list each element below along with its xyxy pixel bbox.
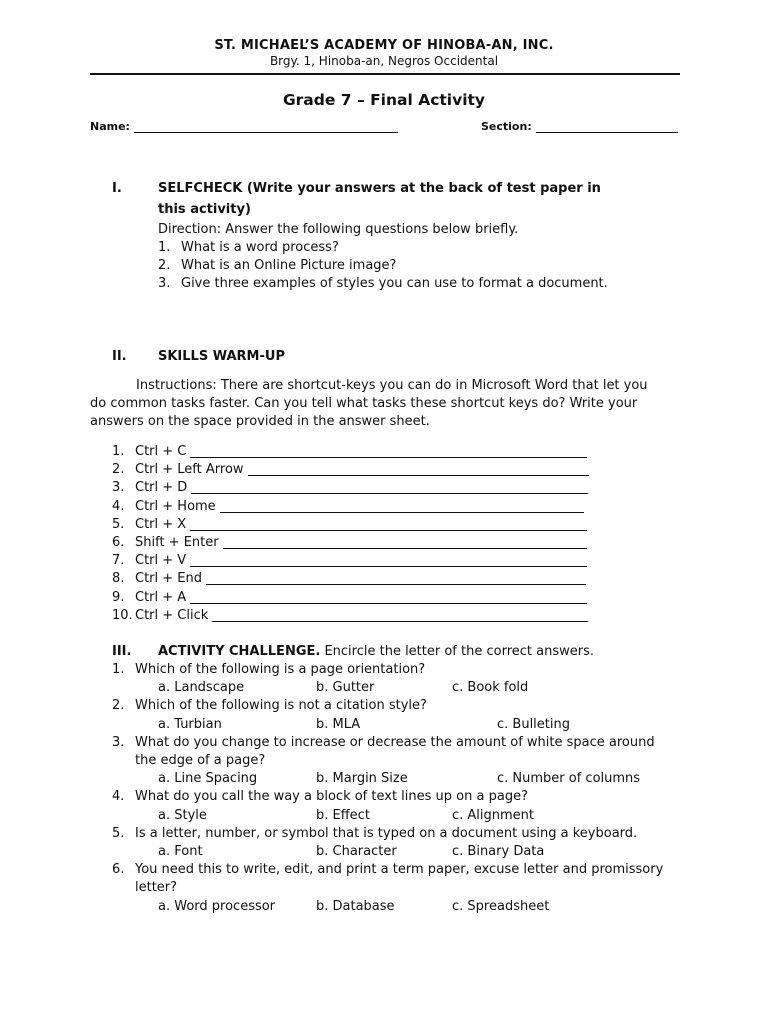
section-2-instructions-line3: answers on the space provided in the answer sheet.: [90, 414, 430, 429]
school-name: ST. MICHAEL’S ACADEMY OF HINOBA-AN, INC.: [214, 38, 554, 53]
section-1-heading-line1: SELFCHECK (Write your answers at the back of test paper in: [158, 181, 601, 196]
mc-option-c[interactable]: c. Alignment: [452, 807, 535, 823]
section-1-question: What is an Online Picture image?: [181, 258, 397, 273]
mc-option-a[interactable]: a. Turbian: [158, 716, 222, 732]
answer-blank-line[interactable]: [190, 457, 587, 458]
mc-option-a[interactable]: a. Landscape: [158, 680, 245, 696]
section-3-heading-wrap: [158, 643, 594, 661]
section-3-instruction: Encircle the letter of the correct answers.: [320, 644, 594, 659]
mc-question-number: 5.: [112, 825, 125, 841]
mc-option-b[interactable]: b. Margin Size: [316, 771, 408, 787]
mc-question-text: Which of the following is not a citation style?: [135, 698, 427, 714]
mc-option-c[interactable]: c. Binary Data: [452, 844, 545, 859]
answer-blank-line[interactable]: [190, 603, 587, 604]
shortcut-item-number: 4.: [112, 498, 125, 514]
answer-blank-line[interactable]: [220, 512, 584, 513]
mc-option-b[interactable]: b. MLA: [316, 716, 361, 732]
mc-question-text: What do you call the way a block of text lines up on a page?: [135, 789, 528, 805]
shortcut-item-number: 8.: [112, 571, 125, 587]
shortcut-item-label: Shift + Enter: [135, 535, 219, 550]
mc-option-b[interactable]: b. Database: [316, 898, 395, 914]
mc-question-text-cont: the edge of a page?: [135, 753, 266, 768]
mc-option-c[interactable]: c. Book fold: [452, 680, 529, 696]
mc-option-a[interactable]: a. Word processor: [158, 898, 276, 914]
shortcut-item-label: Ctrl + End: [135, 571, 202, 587]
shortcut-item-label: Ctrl + D: [135, 480, 188, 496]
shortcut-item-number: 1.: [112, 444, 125, 459]
section-3-heading: ACTIVITY CHALLENGE.: [158, 644, 321, 659]
answer-blank-line[interactable]: [223, 548, 587, 549]
mc-option-b[interactable]: b. Character: [316, 844, 397, 859]
section-2-numeral: II.: [112, 349, 127, 364]
page-title: Grade 7 – Final Activity: [282, 91, 486, 109]
name-field[interactable]: [134, 132, 398, 133]
section-field[interactable]: [536, 132, 678, 133]
mc-option-a[interactable]: a. Style: [158, 807, 207, 823]
section-1-question-num: 3.: [158, 276, 171, 291]
shortcut-item-label: Ctrl + V: [135, 553, 187, 569]
mc-option-c[interactable]: c. Spreadsheet: [452, 898, 550, 914]
header-divider: [90, 73, 680, 75]
section-1-numeral: I.: [112, 181, 122, 196]
section-2-instructions-line2: do common tasks faster. Can you tell what tasks these shortcut keys do? Write your: [90, 396, 638, 411]
answer-blank-line[interactable]: [248, 475, 589, 476]
answer-blank-line[interactable]: [206, 584, 586, 585]
shortcut-item-label: Ctrl + X: [135, 516, 187, 532]
answer-blank-line[interactable]: [191, 493, 588, 494]
mc-option-c[interactable]: c. Number of columns: [497, 771, 641, 787]
section-1-question: What is a word process?: [181, 240, 339, 255]
mc-question-text: What do you change to increase or decrease the amount of white space around: [135, 734, 655, 750]
shortcut-item-number: 6.: [112, 535, 125, 550]
mc-question-text: Which of the following is a page orientation?: [135, 662, 426, 677]
mc-question-text: You need this to write, edit, and print a term paper, excuse letter and promissory: [135, 862, 664, 878]
shortcut-item-label: Ctrl + Home: [135, 498, 216, 514]
shortcut-item-number: 5.: [112, 516, 125, 532]
school-address: Brgy. 1, Hinoba-an, Negros Occidental: [269, 54, 499, 68]
mc-option-a[interactable]: a. Font: [158, 844, 203, 859]
shortcut-item-number: 3.: [112, 480, 125, 496]
mc-question-text-cont: letter?: [135, 880, 178, 896]
shortcut-item-number: 7.: [112, 553, 125, 569]
name-label: Name:: [90, 120, 130, 133]
section-1-question-num: 2.: [158, 258, 171, 273]
mc-option-b[interactable]: b. Effect: [316, 807, 370, 823]
mc-question-number: 4.: [112, 789, 125, 805]
answer-blank-line[interactable]: [212, 621, 588, 622]
section-1-direction: Direction: Answer the following questions below briefly.: [158, 222, 519, 237]
mc-option-b[interactable]: b. Gutter: [316, 680, 375, 696]
answer-blank-line[interactable]: [190, 566, 587, 567]
section-1-question-num: 1.: [158, 240, 171, 255]
mc-question-text: Is a letter, number, or symbol that is typed on a document using a keyboard.: [135, 825, 638, 841]
shortcut-item-label: Ctrl + C: [135, 444, 187, 459]
mc-question-number: 1.: [112, 662, 125, 677]
shortcut-item-label: Ctrl + Left Arrow: [135, 462, 244, 478]
mc-option-a[interactable]: a. Line Spacing: [158, 771, 258, 787]
section-2-instructions-line1: Instructions: There are shortcut-keys you can do in Microsoft Word that let you: [136, 378, 648, 393]
shortcut-item-number: 10.: [112, 607, 133, 623]
answer-blank-line[interactable]: [190, 530, 587, 531]
section-1-question: Give three examples of styles you can use to format a document.: [181, 276, 608, 291]
section-2-heading: SKILLS WARM-UP: [158, 349, 285, 364]
mc-option-c[interactable]: c. Bulleting: [497, 716, 570, 732]
mc-question-number: 6.: [112, 862, 125, 878]
shortcut-item-label: Ctrl + A: [135, 589, 187, 605]
shortcut-item-label: Ctrl + Click: [135, 607, 209, 623]
section-3-numeral: III.: [112, 644, 132, 659]
shortcut-item-number: 9.: [112, 589, 125, 605]
section-label: Section:: [481, 120, 532, 133]
shortcut-item-number: 2.: [112, 462, 125, 478]
mc-question-number: 3.: [112, 734, 125, 750]
mc-question-number: 2.: [112, 698, 125, 714]
section-1-heading-line2: this activity): [158, 202, 251, 217]
